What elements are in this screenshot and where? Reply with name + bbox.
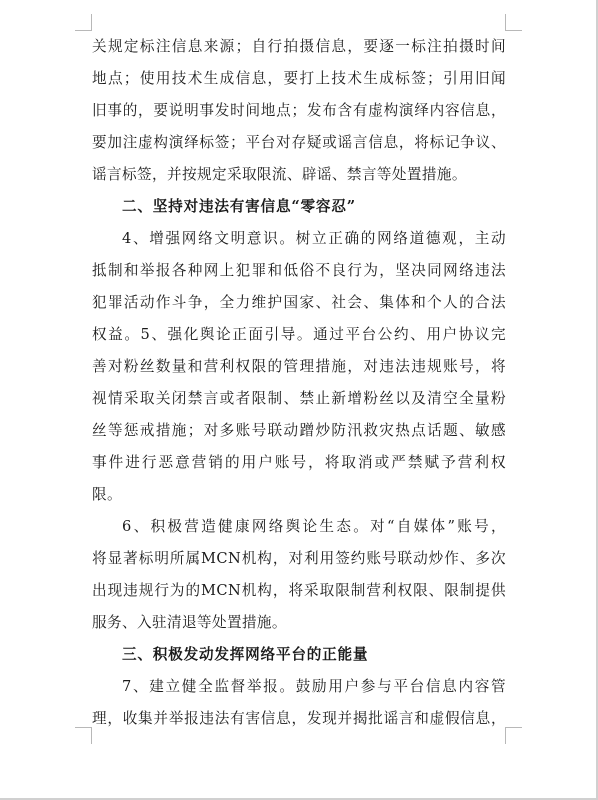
body-line: 要加注虚构演绎标签；平台对存疑或谣言信息，将标记争议、 bbox=[92, 134, 506, 151]
body-line: 谣言标签，并按规定采取限流、辟谣、禁言等处置措施。 bbox=[92, 166, 467, 183]
section-heading-2: 二、坚持对违法有害信息“零容忍” bbox=[122, 198, 356, 215]
crop-mark-top-right bbox=[505, 14, 522, 31]
body-line: 视情采取关闭禁言或者限制、禁止新增粉丝以及清空全量粉 bbox=[92, 390, 506, 407]
body-line: 犯罪活动作斗争，全力维护国家、社会、集体和个人的合法 bbox=[92, 294, 506, 311]
body-line: 关规定标注信息来源；自行拍摄信息，要逐一标注拍摄时间 bbox=[92, 38, 506, 55]
crop-mark-bottom-left bbox=[75, 727, 92, 744]
body-line: 旧事的，要说明事发时间地点；发布含有虚构演绎内容信息， bbox=[92, 102, 506, 119]
paragraph-6-first-line: 6、积极营造健康网络舆论生态。对“自媒体”账号， bbox=[122, 518, 506, 535]
body-line: 抵制和举报各种网上犯罪和低俗不良行为，坚决同网络违法 bbox=[92, 262, 506, 279]
body-line: 地点；使用技术生成信息，要打上技术生成标签；引用旧闻 bbox=[92, 70, 506, 87]
paragraph-7-first-line: 7、建立健全监督举报。鼓励用户参与平台信息内容管 bbox=[122, 678, 506, 695]
body-line: 权益。5、强化舆论正面引导。通过平台公约、用户协议完 bbox=[92, 326, 506, 343]
section-heading-3: 三、积极发动发挥网络平台的正能量 bbox=[122, 646, 369, 663]
document-body bbox=[92, 31, 506, 735]
crop-mark-bottom-right bbox=[505, 727, 522, 744]
crop-mark-top-left bbox=[75, 14, 92, 31]
body-line: 出现违规行为的MCN机构，将采取限制营利权限、限制提供 bbox=[92, 582, 506, 599]
body-line: 事件进行恶意营销的用户账号，将取消或严禁赋予营利权 bbox=[92, 454, 506, 471]
body-line: 服务、入驻清退等处置措施。 bbox=[92, 614, 287, 631]
body-line: 善对粉丝数量和营利权限的管理措施，对违法违规账号，将 bbox=[92, 358, 506, 375]
body-line: 限。 bbox=[92, 486, 122, 503]
paragraph-4-first-line: 4、增强网络文明意识。树立正确的网络道德观，主动 bbox=[122, 230, 506, 247]
body-line: 丝等惩戒措施；对多账号联动蹭炒防汛救灾热点话题、敏感 bbox=[92, 422, 506, 439]
body-line: 将显著标明所属MCN机构，对利用签约账号联动炒作、多次 bbox=[92, 550, 506, 567]
body-line: 理，收集并举报违法有害信息，发现并揭批谣言和虚假信息， bbox=[92, 710, 506, 727]
